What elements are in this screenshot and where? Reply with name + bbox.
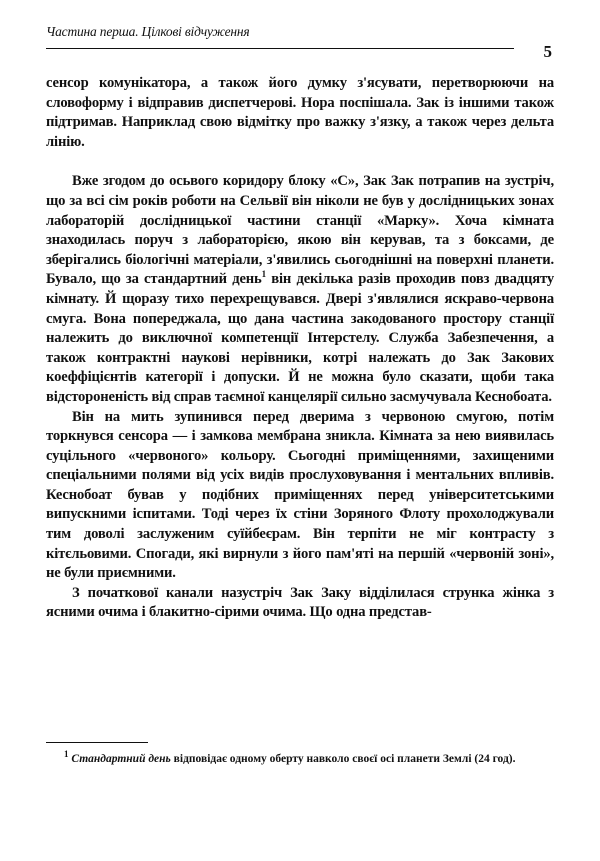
paragraph-text: Вже згодом до осьвого коридору блоку «С», Зак Зак потрапив на зустріч, що за всі сім років роботи на Сельвії він ніколи не був у дослідницьких зонах лабораторій дослідницької частини станції «Марку». Хоча кімната знаходилась поруч з лабораторією, якою він керував, та з боксами, де зберігались біологічні матеріали, з'явились сьогоднішні на поверхні планети. Бувало, що за стандартний день <box>46 173 554 288</box>
footnote-rule <box>46 742 148 743</box>
header-rule <box>46 48 514 49</box>
footnote-term: Стандартний день <box>71 753 171 765</box>
running-head: Частина перша. Цілкові відчуження <box>46 24 250 39</box>
paragraph: Він на мить зупинився перед дверима з червоною смугою, потім торкнувся сенсора — і замкова мембрана зникла. Кімната за нею виявилась суцільного «червоного» кольору. Сьогодні приміщеннями, захищеними спеціальними полями від усіх видів прослуховування і ментальних впливів. Кеснобоат бував у подібних приміщеннях перед університетськими випускними іспитами. Тоді через їх стіни Зоряного Флоту прохолоджували тим доволі заслуженим суїйбеєрам. Він терпіти не міг контрасту з кітєльовими. Спогади, які вирнули з його пам'яті на першій «червоній зоні», не були приємними. <box>46 408 554 582</box>
paragraph-text-continued: він декілька разів проходив повз двадцяту кімнату. Й щоразу тихо перехрещувався. Двері з'являлися яскраво-червона смуга. Вона попереджала, що дана частина закодованого простору станції належить до виключної компетенції Інтерстелу. Служба Забезпечення, а також контрактні наукові нерівники, котрі належать до Зак Закових коеффіцієнтів категорії і допуски. Й не можна було сказати, щоби така відстороненість від справ таємної канцелярії сильно засмучувала Кеснобоата. <box>46 271 554 405</box>
footnote-text: відповідає одному оберту навколо своєї осі планети Землі (24 год). <box>173 753 516 765</box>
paragraph: З початкової канали назустріч Зак Заку відділилася струнка жінка з ясними очима і блакитно-сірими очима. Що одна представ- <box>46 584 554 621</box>
footnote <box>46 751 554 767</box>
page-number: 5 <box>543 42 552 61</box>
footnote-ref[interactable]: 1 <box>261 269 266 280</box>
paragraph: сенсор комунікатора, а також його думку з'ясувати, перетворюючи на словоформу і відправив диспетчерові. Нора поспішала. Зак із іншими також підтримав. Наприклад свою відмітку про важку з'язку, а також через дельта лінію. <box>46 75 554 150</box>
footnote-marker: 1 <box>64 749 69 760</box>
paragraph <box>46 172 554 407</box>
body-text <box>46 74 554 623</box>
